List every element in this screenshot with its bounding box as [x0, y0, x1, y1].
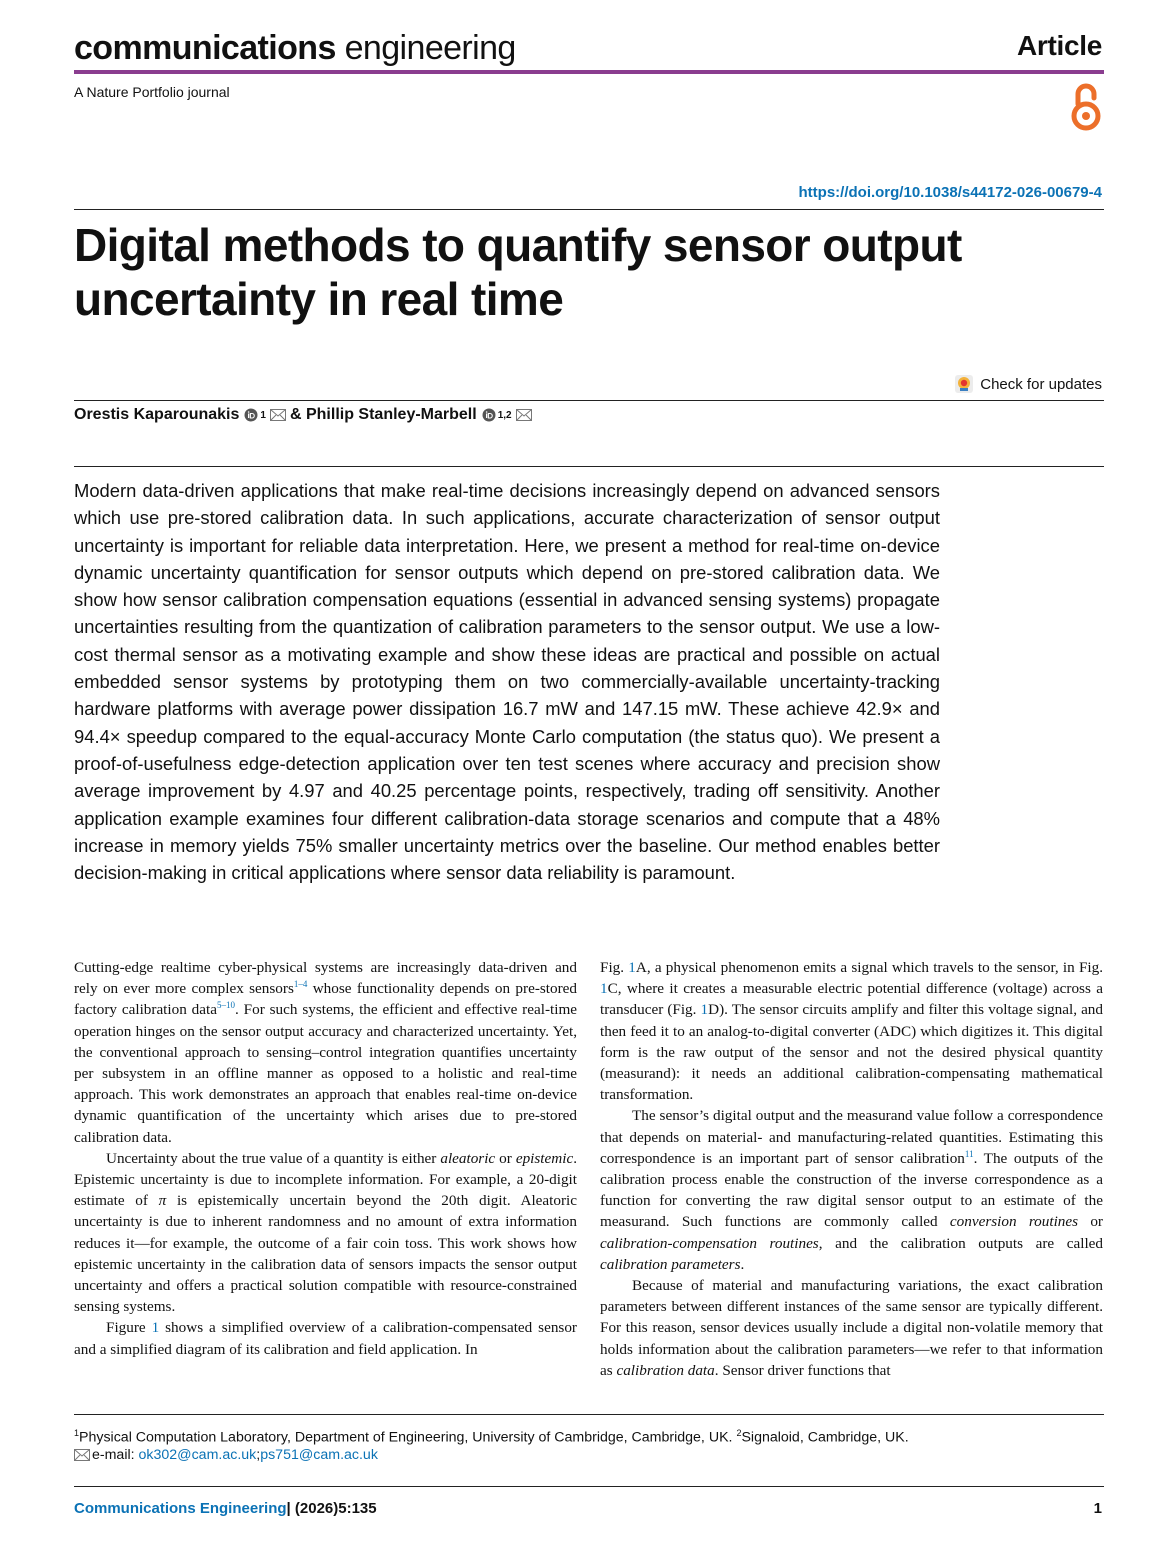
text: . For such systems, the efficient and effective real-time operation hinges on the sensor output accuracy and characterized uncertainty. Yet, the conventional approach to sensing–control integration quantifies uncertainty per subsystem in an offline manner as opposed to a holistic and real-time approach. This work demonstrates an approach that enables real-time on-device dynamic quantification of the uncertainty which arises due to pre-stored calibration data. [74, 1001, 577, 1146]
text: or [495, 1149, 516, 1167]
text: whose functionality depends on pre-stored factory calibration data [74, 980, 577, 1019]
email-link[interactable]: ps751@cam.ac.uk [260, 1447, 378, 1463]
paragraph [74, 957, 577, 1148]
text: . The outputs of the calibration process enable the construction of the inverse correspondence as a function for converting the raw digital sensor output to an estimate of the measurand. Such functions are commonly called [600, 1149, 1103, 1231]
abstract-rule [74, 466, 1104, 467]
text: Uncertainty about the true value of a quantity is either [106, 1149, 441, 1167]
check-updates-label: Check for updates [980, 375, 1102, 393]
brand-bold: communications [74, 29, 336, 67]
text: The sensor’s digital output and the measurand value follow a correspondence that depends on material- and manufacturing-related quantities. Estimating this correspondence is an important part of sensor calibration [600, 1107, 1103, 1167]
email-line [74, 1444, 378, 1466]
text: Because of material and manufacturing variations, the exact calibration parameters between different instances of the same sensor are typically different. For this reason, sensor devices usually include a digital non-volatile memory that holds information about the calibration parameters—we refer to that information as [600, 1277, 1103, 1379]
text: Fig. [600, 959, 629, 976]
math-symbol: π [158, 1192, 167, 1210]
author-list [74, 406, 536, 424]
author-affiliation: 1,2 [497, 409, 512, 421]
author-name: Orestis Kaparounakis [74, 406, 240, 423]
article-title [74, 218, 1114, 326]
mail-icon[interactable] [516, 409, 532, 421]
journal-brand [74, 28, 516, 68]
emphasis: calibration data [616, 1361, 715, 1379]
paragraph [74, 1148, 577, 1318]
masthead-rule [74, 70, 1104, 74]
citation-link[interactable]: 5–10 [216, 1000, 235, 1011]
mail-icon [74, 1449, 90, 1461]
text: Cutting-edge realtime cyber-physical systems are increasingly data-driven and rely on ever more complex sensors [74, 959, 577, 998]
footer-rule [74, 1486, 1104, 1487]
page-number: 1 [1093, 1500, 1102, 1517]
text: . [740, 1255, 745, 1273]
text: Figure [106, 1319, 152, 1337]
text: A, a physical phenomenon emits a signal which travels to the sensor, in Fig. [635, 959, 1103, 976]
text: D). The sensor circuits amplify and filter this voltage signal, and then feed it to an analog-to-digital converter (ADC) which digitizes it. This digital form is the raw output of the sensor and not the desired physical quantity (measurand): it needs an additional calibration-compensating mathematical transformation. [600, 1001, 1103, 1104]
doi-rule [74, 209, 1104, 210]
text: . Epistemic uncertainty is due to incomplete information. For example, a 20-digit estimate of [74, 1149, 577, 1210]
doi-link[interactable]: https://doi.org/10.1038/s44172-026-00679-4 [798, 184, 1102, 201]
footnote-rule [74, 1414, 1104, 1415]
figure-link[interactable]: 1 [628, 959, 636, 976]
text: or [1078, 1213, 1103, 1231]
footer-issue: | (2026)5:135 [286, 1500, 377, 1517]
authors-rule [74, 400, 1104, 401]
email-label: e-mail: [92, 1447, 135, 1463]
open-access-icon [1068, 82, 1104, 134]
author-affiliation: 1 [260, 409, 266, 421]
emphasis: conversion routines [949, 1213, 1079, 1231]
emphasis: aleatoric [440, 1149, 496, 1167]
figure-link[interactable]: 1 [151, 1319, 160, 1337]
affiliation-text: Signaloid, Cambridge, UK. [741, 1429, 909, 1446]
body-column-left [74, 957, 577, 1360]
footer-citation [74, 1500, 377, 1517]
footer-journal-link[interactable]: Communications Engineering [74, 1500, 287, 1517]
brand-light: engineering [344, 29, 516, 67]
abstract: Modern data-driven applications that make real-time decisions increasingly depend on advanced sensors which use pre-stored calibration data. In such applications, accurate characterization of sensor output uncertainty is important for reliable data interpretation. Here, we present a method for real-time on-device dynamic uncertainty quantification for sensor outputs which depend on pre-stored calibration data. We show how sensor calibration compensation equations (essential in advanced sensing systems) propagate uncertainties resulting from the quantization of calibration parameters to the sensor output. We use a low-cost thermal sensor as a motivating example and show these ideas are practical and possible on actual embedded sensor systems by prototyping them on two commercially-available uncertainty-tracking hardware platforms with average power dissipation 16.7 mW and 147.15 mW. These achieve 42.9× and 94.4× speedup compared to the equal-accuracy Monte Carlo computation (the status quo). We present a proof-of-usefulness edge-detection application over ten test scenes where accuracy and precision show average improvement by 4.97 and 40.25 percentage points, respectively, trading off sensitivity. Another application example examines four different calibration-data storage scenarios and compute that a 48% increase in memory yields 75% smaller uncertainty metrics over the baseline. Our method enables better decision-making in critical applications where sensor data reliability is paramount. [74, 480, 940, 884]
paragraph [74, 1317, 577, 1359]
citation-link[interactable]: 11 [964, 1148, 974, 1159]
text: shows a simplified overview of a calibration-compensated sensor and a simplified diagram of its calibration and field application. In [74, 1319, 577, 1358]
affiliation-mark: 2 [736, 1428, 742, 1438]
author-name: Phillip Stanley-Marbell [305, 406, 477, 423]
email-link[interactable]: ok302@cam.ac.uk [138, 1447, 257, 1463]
author-separator: & [289, 406, 302, 423]
title-line-1: Digital methods to quantify sensor output [74, 219, 962, 271]
paragraph [600, 957, 1103, 1105]
journal-subtitle: A Nature Portfolio journal [74, 84, 230, 100]
orcid-icon[interactable] [244, 408, 258, 422]
emphasis: epistemic [515, 1149, 574, 1167]
figure-link[interactable]: 1 [600, 980, 608, 998]
emphasis: calibration parameters [600, 1255, 741, 1273]
paragraph [600, 1275, 1103, 1381]
affiliation-mark: 1 [74, 1428, 80, 1438]
title-line-2: uncertainty in real time [74, 273, 564, 325]
mail-icon[interactable] [270, 409, 286, 421]
paragraph [600, 1105, 1103, 1275]
orcid-icon[interactable] [482, 408, 496, 422]
body-column-right [600, 957, 1103, 1381]
text: C, where it creates a measurable electric potential difference (voltage) across a transducer (Fig. [600, 980, 1103, 1019]
figure-link[interactable]: 1 [700, 1001, 709, 1019]
text: . Sensor driver functions that [714, 1361, 891, 1379]
email-separator: ; [256, 1447, 261, 1463]
check-updates-icon [954, 374, 974, 394]
affiliation-text: Physical Computation Laboratory, Department of Engineering, University of Cambridge, Cambridge, UK. [79, 1429, 733, 1446]
check-updates-button[interactable] [954, 374, 1102, 394]
emphasis: calibration-compensation routines [600, 1234, 819, 1252]
text: , and the calibration outputs are called [818, 1234, 1103, 1252]
citation-link[interactable]: 1–4 [293, 979, 308, 990]
text: is epistemically uncertain beyond the 20th digit. Aleatoric uncertainty is due to inherent randomness and no amount of extra information reduces it—for example, the outcome of a fair coin toss. This work shows how epistemic uncertainty in the calibration data of sensors impacts the sensor output uncertainty and offers a practical solution compatible with resource-constrained sensing systems. [74, 1192, 577, 1316]
article-type-label: Article [1016, 30, 1102, 61]
